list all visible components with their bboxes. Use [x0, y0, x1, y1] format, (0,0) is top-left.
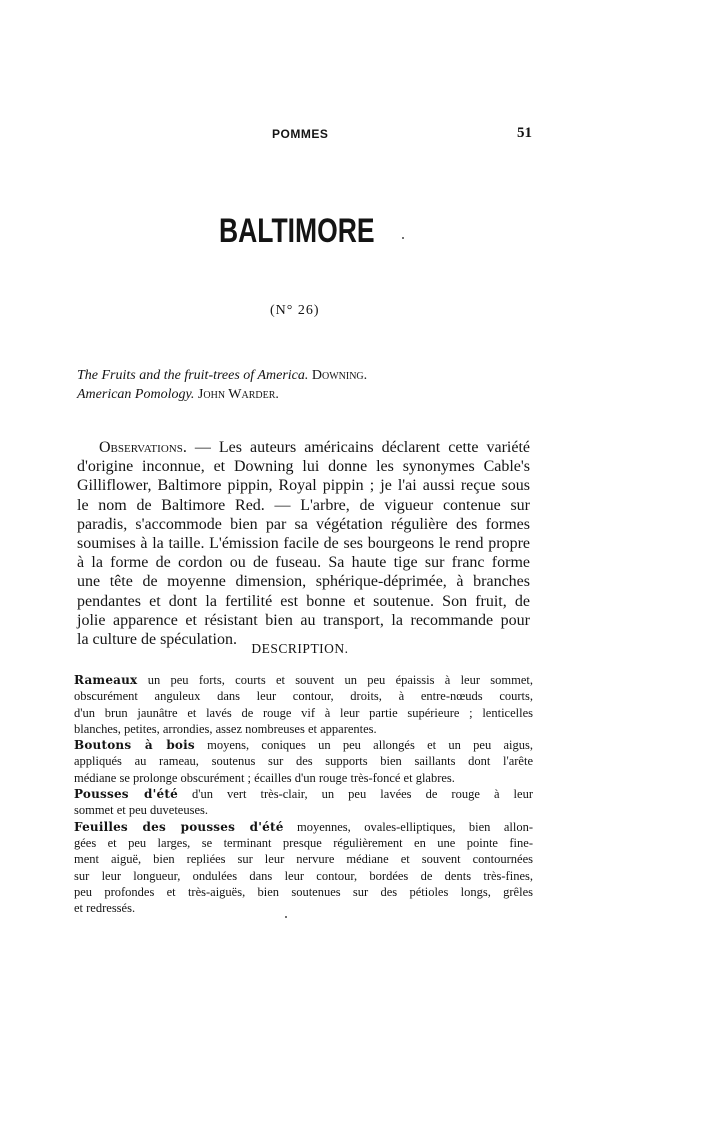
reference-author: John Warder. — [197, 387, 279, 402]
text-line: Gilliflower, Baltimore pippin, Royal pippin ; je l'ai aussi reçue sous — [77, 477, 530, 495]
references — [77, 366, 367, 404]
reference-line — [77, 366, 367, 385]
description-term: Rameaux — [74, 673, 138, 687]
reference-author: Downing. — [311, 368, 368, 383]
text-line — [74, 786, 533, 802]
observations-text: — Les auteurs américains déclarent cette variété — [194, 439, 530, 456]
description-text: moyennes, ovales-elliptiques, bien allon- — [296, 819, 533, 834]
text-line: d'origine inconnue, et Downing lui donne les synonymes Cable's — [77, 458, 530, 476]
text-line: médiane se prolonge obscurément ; écailles d'un rouge très-foncé et glabres. — [74, 770, 455, 785]
reference-work: American Pomology. — [77, 387, 195, 402]
running-head — [0, 127, 707, 147]
print-speck — [285, 916, 287, 918]
variety-number: (N° 26) — [270, 303, 320, 318]
page-number: 51 — [517, 125, 532, 141]
description-heading: DESCRIPTION. — [251, 641, 349, 656]
observations-paragraph — [77, 438, 530, 649]
text-line: soumises à la taille. L'émission facile de ses bourgeons le rend propre — [77, 535, 530, 553]
text-line — [74, 737, 533, 753]
description-text: un peu forts, courts et souvent un peu épaissis à leur sommet, — [147, 673, 534, 687]
text-line: gées et peu larges, se terminant presque régulièrement en une pointe fine- — [74, 835, 533, 850]
description-term: Boutons à bois — [74, 738, 195, 753]
description-section — [74, 672, 533, 916]
text-line: paradis, s'accommode bien par sa végétation régulière des formes — [77, 515, 530, 533]
description-text: moyens, coniques un peu allongés et un peu aigus, — [207, 738, 533, 753]
running-title: POMMES — [272, 127, 329, 141]
text-line: et redressés. — [74, 901, 136, 916]
text-line: une tête de moyenne dimension, sphérique-déprimée, à branches — [77, 573, 530, 591]
text-line — [74, 819, 533, 835]
text-line: d'un brun jaunâtre et lavés de rouge vif à leur partie supérieure ; lenticelles — [74, 705, 533, 720]
text-line: le nom de Baltimore Red. — L'arbre, de vigueur contenue sur — [77, 496, 530, 514]
text-line: ment aiguë, bien repliées sur leur nervure médiane et souvent contournées — [74, 852, 533, 867]
description-text: d'un vert très-clair, un peu lavées de rouge à leur — [191, 787, 533, 802]
description-term: Pousses d'été — [74, 787, 178, 802]
print-speck — [402, 237, 404, 239]
text-line: sommet et peu duveteuses. — [74, 803, 208, 818]
description-entry-pousses — [74, 786, 533, 819]
text-line: blanches, petites, arrondies, assez nombreuses et apparentes. — [74, 721, 377, 736]
description-entry-boutons — [74, 737, 533, 786]
text-line: obscurément anguleux dans leur contour, droits, à entre-nœuds courts, — [74, 689, 533, 704]
text-line — [77, 438, 530, 457]
description-entry-rameaux — [74, 672, 533, 737]
text-line: pendantes et dont la fertilité est bonne et soutenue. Son fruit, de — [77, 592, 530, 610]
text-line: peu profondes et très-aiguës, bien soutenues sur des pétioles longs, grêles — [74, 884, 533, 899]
text-line: la culture de spéculation. — [77, 631, 237, 649]
reference-work: The Fruits and the fruit-trees of America. — [77, 368, 309, 383]
description-entry-feuilles — [74, 819, 533, 917]
text-line: jolie apparence et résistant bien au transport, la recommande pour — [77, 611, 530, 629]
text-line — [74, 672, 533, 688]
variety-title: BALTIMORE — [218, 212, 375, 250]
reference-line — [77, 385, 367, 404]
observations-lead: Observations. — [99, 439, 187, 456]
text-line: appliqués au rameau, soutenus sur des supports bien saillants dont l'arête — [74, 754, 533, 769]
description-term: Feuilles des pousses d'été — [74, 819, 284, 834]
text-line: sur leur longueur, ondulées dans leur contour, bordées de dents très-fines, — [74, 868, 533, 883]
text-line: à la forme de cordon ou de fuseau. Sa haute tige sur franc forme — [77, 554, 530, 572]
